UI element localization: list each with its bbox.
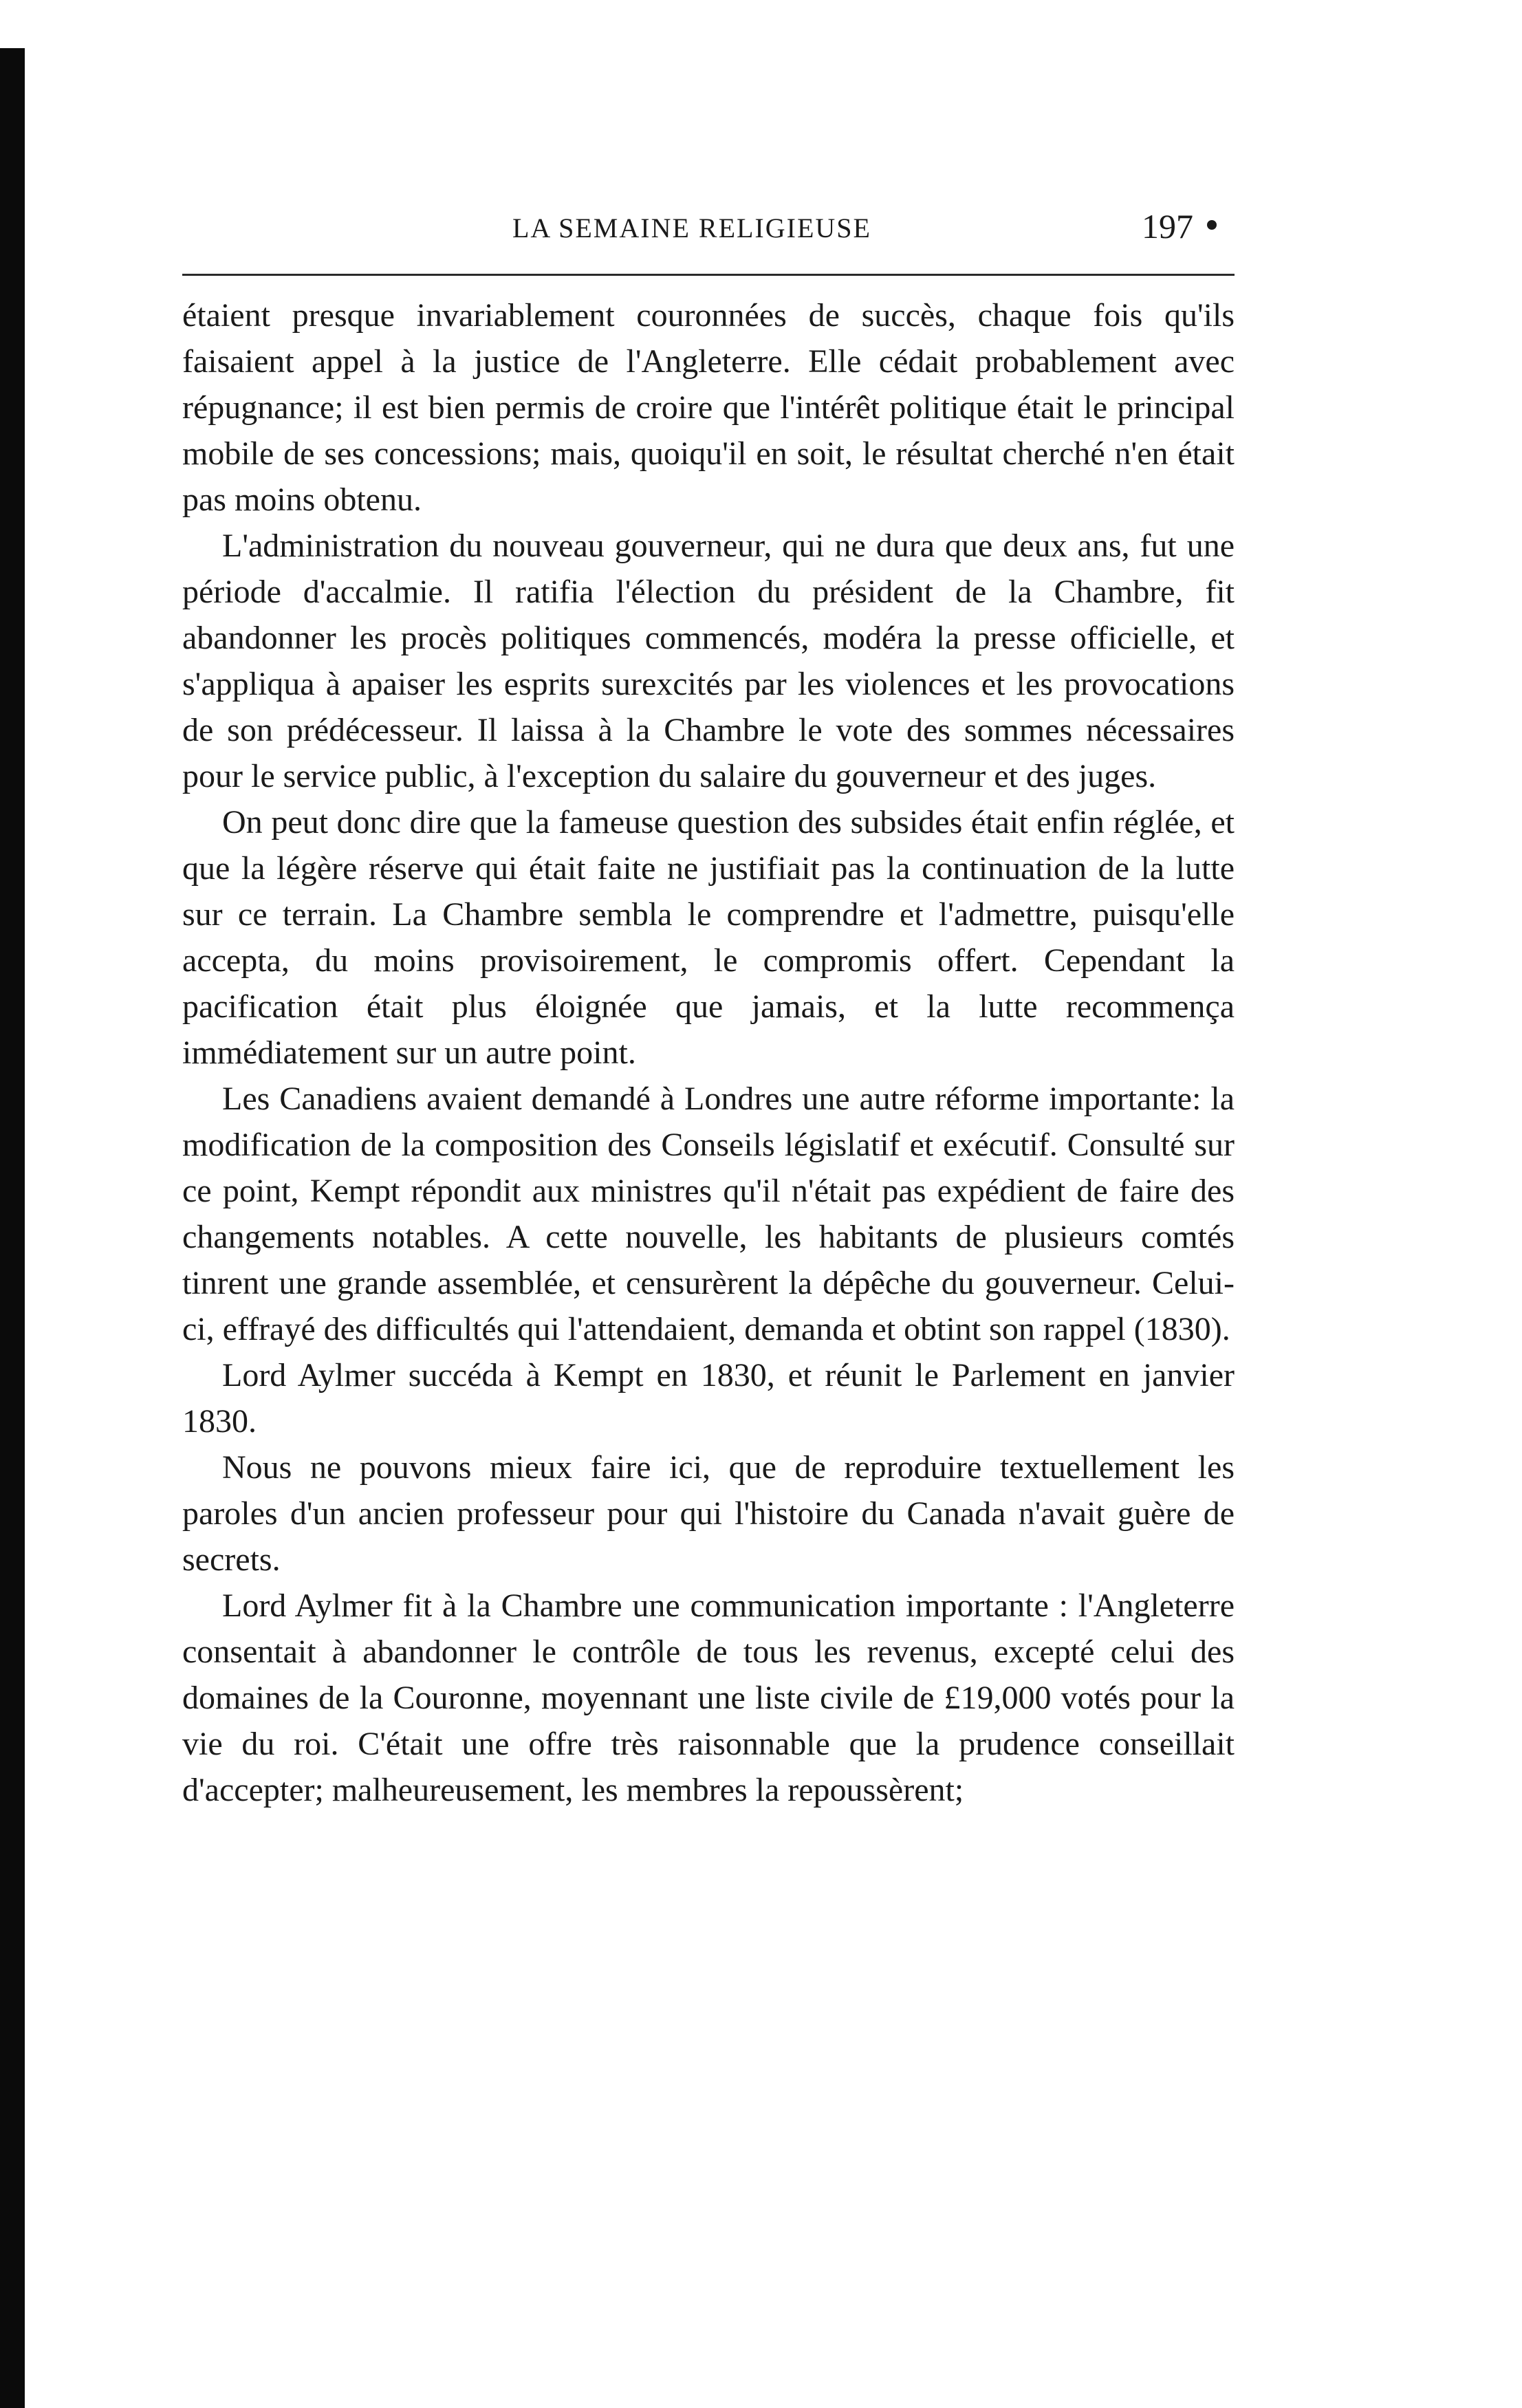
page-binding-edge [0, 48, 25, 2408]
body-text [182, 292, 1235, 1813]
paragraph: On peut donc dire que la fameuse question des subsides était enfin réglée, et que la légère réserve qui était faite ne justifiait pas la continuation de la lutte sur ce terrain. La Chambre sembla le comprendre et l'admettre, puisqu'elle accepta, du moins provisoirement, le compromis offert. Cependant la pacification était plus éloignée que jamais, et la lutte recommença immédiatement sur un autre point. [182, 804, 1235, 1071]
header-rule [182, 274, 1235, 276]
paragraph: Lord Aylmer fit à la Chambre une communication importante : l'Angleterre consentait à abandonner le contrôle de tous les revenus, excepté celui des domaines de la Couronne, moyennant une liste civile de £19,000 votés pour la vie du roi. C'était une offre très raisonnable que la prudence conseillait d'accepter; malheureusement, les membres la repoussèrent; [182, 1587, 1235, 1808]
running-header [182, 206, 1235, 248]
paragraph: Nous ne pouvons mieux faire ici, que de reproduire textuellement les paroles d'un ancien professeur pour qui l'histoire du Canada n'avait guère de secrets. [182, 1449, 1235, 1578]
running-title: LA SEMAINE RELIGIEUSE [512, 213, 871, 243]
bullet-icon [1207, 220, 1217, 230]
paragraph: Lord Aylmer succéda à Kempt en 1830, et réunit le Parlement en janvier 1830. [182, 1357, 1235, 1440]
paragraph: étaient presque invariablement couronnées de succès, chaque fois qu'ils faisaient appel à la justice de l'Angleterre. Elle cédait probablement avec répugnance; il est bien permis de croire que l'intérêt politique était le principal mobile de ses concessions; mais, quoiqu'il en soit, le résultat cherché n'en était pas moins obtenu. [182, 297, 1235, 518]
paragraph: L'administration du nouveau gouverneur, qui ne dura que deux ans, fut une période d'accalmie. Il ratifia l'élection du président de la Chambre, fit abandonner les procès politiques commencés, modéra la presse officielle, et s'appliqua à apaiser les esprits surexcités par les violences et les provocations de son prédécesseur. Il laissa à la Chambre le vote des sommes nécessaires pour le service public, à l'exception du salaire du gouverneur et des juges. [182, 528, 1235, 794]
paragraph: Les Canadiens avaient demandé à Londres une autre réforme importante: la modification de la composition des Conseils législatif et exécutif. Consulté sur ce point, Kempt répondit aux ministres qu'il n'était pas expédient de faire des changements notables. A cette nouvelle, les habitants de plusieurs comtés tinrent une grande assemblée, et censurèrent la dépêche du gouverneur. Celui-ci, effrayé des difficultés qui l'attendaient, demanda et obtint son rappel (1830). [182, 1081, 1235, 1347]
page-number: 197 [1142, 207, 1193, 246]
